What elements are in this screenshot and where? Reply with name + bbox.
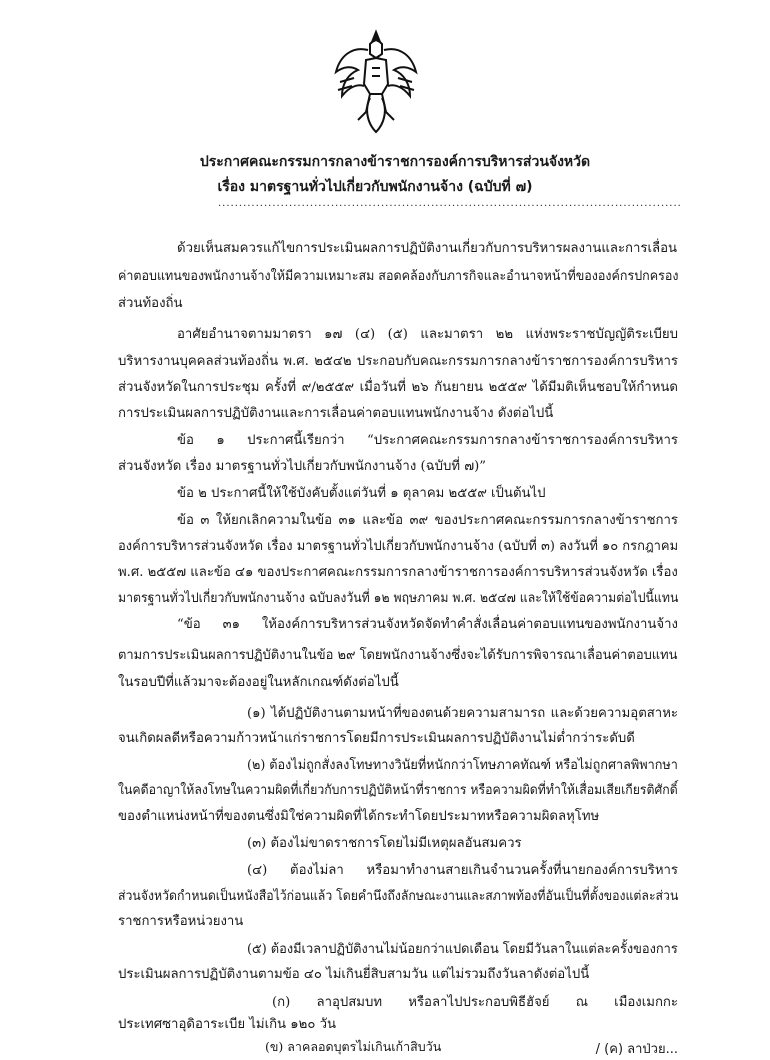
announcement-subject: เรื่อง มาตรฐานทั่วไปเกี่ยวกับพนักงานจ้าง (ฉบับที่ ๗) [217, 179, 533, 195]
body-line: (ข) ลาคลอดบุตรไม่เกินเก้าสิบวัน [265, 1039, 442, 1054]
body-line: มาตรฐานทั่วไปเกี่ยวกับพนักงานจ้าง ฉบับลงวันที่ ๑๒ พฤษภาคม พ.ศ. ๒๕๔๗ และให้ใช้ข้อความต่อไปนี้แทน [118, 591, 679, 606]
body-line: ส่วนจังหวัดในการประชุม ครั้งที่ ๙/๒๕๕๙ เมื่อวันที่ ๒๖ กันยายน ๒๕๕๙ ได้มีมติเห็นชอบให้กำหนด [118, 380, 678, 395]
body-line: ข้อ ๓ ให้ยกเลิกความในข้อ ๓๑ และข้อ ๓๙ ของประกาศคณะกรรมการกลางข้าราชการ [177, 513, 678, 528]
body-line: ค่าตอบแทนของพนักงานจ้างให้มีความเหมาะสม สอดคล้องกับภารกิจและอำนาจหน้าที่ขององค์กรปกครอง [118, 269, 679, 284]
body-line: (๕) ต้องมีเวลาปฏิบัติงานไม่น้อยกว่าแปดเดือน โดยมีวันลาในแต่ละครั้งของการ [247, 942, 678, 957]
body-line: ส่วนจังหวัดกำหนดเป็นหนังสือไว้ก่อนแล้ว โดยคำนึงถึงลักษณะงานและสภาพท้องที่อันเป็นที่ตั้งของแต่ละส่วน [118, 889, 679, 904]
body-line: (ก) ลาอุปสมบท หรือลาไปประกอบพิธีฮัจย์ ณ เมืองเมกกะ [272, 995, 678, 1010]
body-line: ตามการประเมินผลการปฏิบัติงานในข้อ ๒๙ โดยพนักงานจ้างซึ่งจะได้รับการพิจารณาเลื่อนค่าตอบแทน [118, 648, 678, 663]
title-divider: ............................................................................................................... [218, 198, 682, 209]
body-line: บริหารงานบุคคลส่วนท้องถิ่น พ.ศ. ๒๕๔๒ ประกอบกับคณะกรรมการกลางข้าราชการองค์การบริหาร [118, 354, 678, 369]
body-line: “ข้อ ๓๑ ให้องค์การบริหารส่วนจังหวัดจัดทำคำสั่งเลื่อนค่าตอบแทนของพนักงานจ้าง [177, 617, 678, 632]
body-line: ประเทศซาอุดิอาระเบีย ไม่เกิน ๑๒๐ วัน [118, 1017, 336, 1032]
garuda-emblem-icon [330, 28, 422, 140]
continuation-note: / (ค) ลาป่วย... [595, 1042, 678, 1057]
body-line: การประเมินผลการปฏิบัติงานและการเลื่อนค่าตอบแทนพนักงานจ้าง ดังต่อไปนี้ [118, 406, 554, 421]
body-line: องค์การบริหารส่วนจังหวัด เรื่อง มาตรฐานทั่วไปเกี่ยวกับพนักงานจ้าง (ฉบับที่ ๓) ลงวันที่ ๑๐ กรกฎาคม [118, 539, 679, 554]
body-line: (๑) ได้ปฏิบัติงานตามหน้าที่ของตนด้วยความสามารถ และด้วยความอุตสาหะ [247, 706, 678, 721]
announcement-title: ประกาศคณะกรรมการกลางข้าราชการองค์การบริหารส่วนจังหวัด [199, 154, 591, 170]
body-line: (๓) ต้องไม่ขาดราชการโดยไม่มีเหตุผลอันสมควร [247, 836, 522, 851]
body-line: ราชการหรือหน่วยงาน [118, 914, 244, 929]
body-line: (๔) ต้องไม่ลา หรือมาทำงานสายเกินจำนวนครั้งที่นายกองค์การบริหาร [247, 863, 678, 878]
body-line: ในคดีอาญาให้ลงโทษในความผิดที่เกี่ยวกับการปฏิบัติหน้าที่ราชการ หรือความผิดที่ทำให้เสื่อมเสียเกียรติศักดิ์ [118, 783, 678, 798]
body-line: (๒) ต้องไม่ถูกสั่งลงโทษทางวินัยที่หนักกว่าโทษภาคทัณฑ์ หรือไม่ถูกศาลพิพากษา [247, 758, 678, 773]
body-line: ส่วนจังหวัด เรื่อง มาตรฐานทั่วไปเกี่ยวกับพนักงานจ้าง (ฉบับที่ ๗)” [118, 459, 487, 474]
body-line: จนเกิดผลดีหรือความก้าวหน้าแก่ราชการโดยมีการประเมินผลการปฏิบัติงานไม่ต่ำกว่าระดับดี [118, 731, 635, 746]
body-line: ข้อ ๑ ประกาศนี้เรียกว่า “ประกาศคณะกรรมการกลางข้าราชการองค์การบริหาร [177, 433, 678, 448]
body-line: ประเมินผลการปฏิบัติงานตามข้อ ๔๐ ไม่เกินยี่สิบสามวัน แต่ไม่รวมถึงวันลาดังต่อไปนี้ [118, 967, 590, 982]
body-line: อาศัยอำนาจตามมาตรา ๑๗ (๔) (๕) และมาตรา ๒๒ แห่งพระราชบัญญัติระเบียบ [177, 327, 678, 342]
body-line: ส่วนท้องถิ่น [118, 296, 183, 311]
body-line: ข้อ ๒ ประกาศนี้ให้ใช้บังคับตั้งแต่วันที่ ๑ ตุลาคม ๒๕๕๙ เป็นต้นไป [177, 486, 546, 501]
body-line: ของตำแหน่งหน้าที่ของตนซึ่งมิใช่ความผิดที่ได้กระทำโดยประมาทหรือความผิดลหุโทษ [118, 809, 600, 824]
body-line: ด้วยเห็นสมควรแก้ไขการประเมินผลการปฏิบัติงานเกี่ยวกับการบริหารผลงานและการเลื่อน [177, 241, 678, 256]
body-line: ในรอบปีที่แล้วมาจะต้องอยู่ในหลักเกณฑ์ดังต่อไปนี้ [118, 675, 399, 690]
body-line: พ.ศ. ๒๕๕๗ และข้อ ๔๑ ของประกาศคณะกรรมการกลางข้าราชการองค์การบริหารส่วนจังหวัด เรื่อง [118, 565, 678, 580]
